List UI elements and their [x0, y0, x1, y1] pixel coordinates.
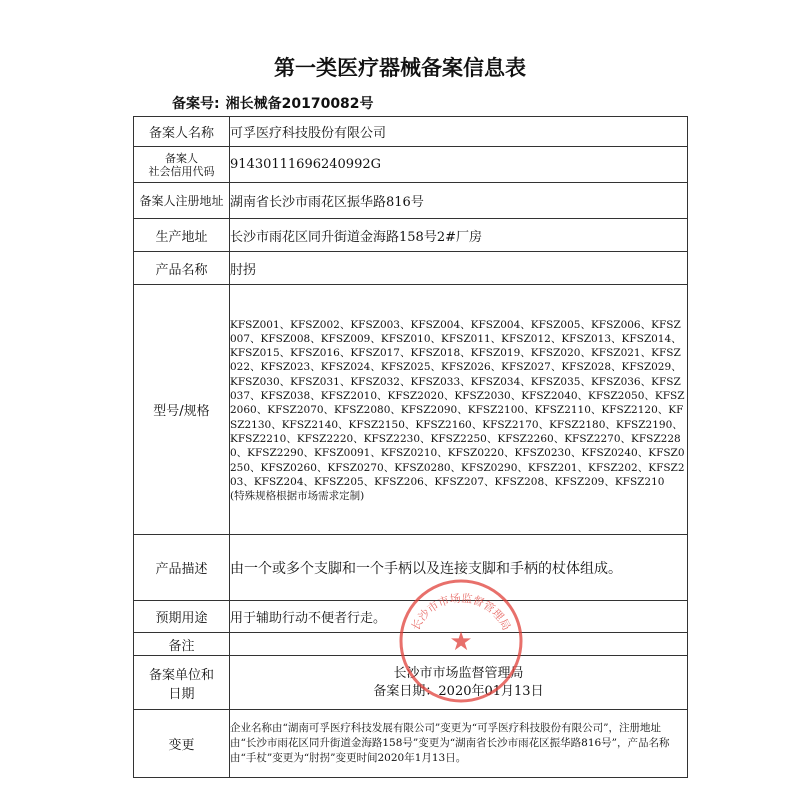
filing-agency-name: 长沙市市场监督管理局	[393, 665, 524, 681]
filing-unit-label-line1: 备案单位和	[148, 667, 214, 683]
credit-code-label-line2: 社会信用代码	[148, 164, 215, 178]
filer-name-value: 可孚医疗科技股份有限公司	[230, 117, 688, 147]
document-title: 第一类医疗器械备案信息表	[274, 56, 526, 80]
seal-arc-text: 长沙市市场监督管理局	[409, 591, 513, 633]
remarks-label: 备注	[134, 633, 230, 656]
row-credit-code	[134, 147, 688, 183]
intended-use-value: 用于辅助行动不便者行走。	[230, 601, 688, 633]
model-spec-label: 型号/规格	[134, 285, 230, 535]
model-spec-list: KFSZ001、KFSZ002、KFSZ003、KFSZ004、KFSZ004、KFSZ005、KFSZ006、KFSZ007、KFSZ008、KFSZ009、KFSZ010、KFSZ011、KFSZ012、KFSZ013、KFSZ014、KFSZ015、KFSZ016、KFSZ017、KFSZ018、KFSZ019、KFSZ020、KFSZ021、KFSZ022、KFSZ023、KFSZ024、KFSZ025、KFSZ026、KFSZ027、KFSZ028、KFSZ029、KFSZ030、KFSZ031、KFSZ032、KFSZ033、KFSZ034、KFSZ035、KFSZ036、KFSZ037、KFSZ038、KFSZ2010、KFSZ2020、KFSZ2030、KFSZ2040、KFSZ2050、KFSZ2060、KFSZ2070、KFSZ2080、KFSZ2090、KFSZ2100、KFSZ2110、KFSZ2120、KFSZ2130、KFSZ2140、KFSZ2150、KFSZ2160、KFSZ2170、KFSZ2180、KFSZ2190、KFSZ2210、KFSZ2220、KFSZ2230、KFSZ2250、KFSZ2260、KFSZ2270、KFSZ2280、KFSZ2290、KFSZ0091、KFSZ0210、KFSZ0220、KFSZ0230、KFSZ0240、KFSZ0250、KFSZ0260、KFSZ0270、KFSZ0280、KFSZ0290、KFSZ201、KFSZ202、KFSZ203、KFSZ204、KFSZ205、KFSZ206、KFSZ207、KFSZ208、KFSZ209、KFSZ210	[230, 318, 685, 488]
credit-code-label	[134, 147, 230, 183]
production-address-label: 生产地址	[134, 219, 230, 252]
registered-address-label: 备案人注册地址	[134, 183, 230, 219]
row-filer-name	[134, 117, 688, 147]
row-product-name	[134, 252, 688, 285]
product-name-label: 产品名称	[134, 252, 230, 285]
row-production-address	[134, 219, 688, 252]
model-spec-cell	[230, 285, 688, 535]
changes-value: 企业名称由“湖南可孚医疗科技发展有限公司”变更为“可孚医疗科技股份有限公司”，注册地址由“长沙市雨花区同升街道金海路158号”变更为“湖南省长沙市雨花区振华路816号”，产品名称由“手杖”变更为“肘拐”变更时间2020年1月13日。	[230, 710, 688, 778]
record-number-label: 备案号:	[172, 96, 220, 112]
changes-label: 变更	[134, 710, 230, 778]
description-label: 产品描述	[134, 535, 230, 601]
record-number-value: 湘长械备20170082号	[225, 96, 374, 112]
record-number-line	[172, 93, 374, 113]
filing-unit-cell	[230, 656, 688, 710]
row-description	[134, 535, 688, 601]
filer-name-label: 备案人名称	[134, 117, 230, 147]
row-registered-address	[134, 183, 688, 219]
credit-code-value: 91430111696240992G	[230, 147, 688, 183]
filing-unit-label	[134, 656, 230, 710]
remarks-value	[230, 633, 688, 656]
production-address-value: 长沙市雨花区同升街道金海路158号2#厂房	[230, 219, 688, 252]
row-model-spec	[134, 285, 688, 535]
intended-use-label: 预期用途	[134, 601, 230, 633]
filing-info-table	[133, 116, 688, 778]
credit-code-label-line1: 备案人	[165, 151, 198, 165]
product-name-value: 肘拐	[230, 252, 688, 285]
filing-unit-label-line2: 日期	[168, 686, 195, 702]
row-intended-use	[134, 601, 688, 633]
description-value: 由一个或多个支脚和一个手柄以及连接支脚和手柄的杖体组成。	[230, 535, 688, 601]
seal-star-icon: ★	[449, 627, 473, 657]
filing-date: 备案日期：2020年01月13日	[373, 683, 544, 699]
row-filing-unit	[134, 656, 688, 710]
row-remarks	[134, 633, 688, 656]
row-changes	[134, 710, 688, 778]
registered-address-value: 湖南省长沙市雨花区振华路816号	[230, 183, 688, 219]
model-spec-note: (特殊规格根据市场需求定制)	[230, 490, 365, 503]
